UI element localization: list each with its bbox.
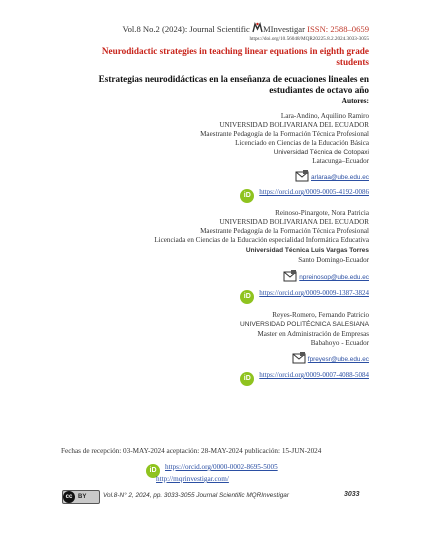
authors-label: Autores: — [341, 96, 369, 105]
author-orcid-link[interactable]: https://orcid.org/0009-0009-1387-3824 — [259, 289, 369, 297]
footer-citation: Vol.8-N° 2, 2024, pp. 3033-3055 Journal Scientific MQRInvestigar — [103, 492, 289, 499]
title-english-line1: Neurodidactic strategies in teaching linear equations in eighth grade — [101, 46, 369, 56]
author-orcid-link[interactable]: https://orcid.org/0009-0005-4192-0086 — [259, 188, 369, 196]
author-orcid-link[interactable]: https://orcid.org/0009-0007-4088-5084 — [259, 371, 369, 379]
author-university: UNIVERSIDAD BOLIVARIANA DEL ECUADOR — [219, 218, 369, 226]
author-institution: Universidad Técnica Luis Vargas Torres — [245, 247, 369, 254]
orcid-icon: iD — [240, 372, 254, 386]
author-orcid[interactable] — [240, 289, 369, 304]
author-name: Reyes-Romero, Fernando Patricio — [272, 311, 369, 319]
journal-orcid-link[interactable]: https://orcid.org/0000-0002-8695-5005 — [165, 463, 278, 471]
orcid-icon: iD — [146, 464, 160, 478]
creative-commons-icon — [62, 490, 100, 504]
author-email-text[interactable]: arlaraa@ube.edu.ec — [310, 174, 369, 181]
doi-link[interactable]: https://doi.org/10.56048/MQR20225.8.2.2024.3033-3055 — [249, 36, 369, 42]
author-email-text[interactable]: fpreyesr@ube.edu.ec — [307, 356, 369, 363]
journal-url-link[interactable]: http://mqrinvestigar.com/ — [156, 475, 229, 483]
author-location: Babahoyo - Ecuador — [310, 339, 369, 347]
author-orcid[interactable] — [240, 371, 369, 386]
title-spanish-line2: estudiantes de octavo año — [269, 85, 369, 95]
journal-logo-icon — [252, 22, 263, 33]
page-number: 3033 — [344, 491, 360, 498]
title-english — [49, 46, 369, 68]
author-email[interactable] — [292, 352, 369, 364]
author-email[interactable] — [283, 270, 369, 282]
author-name: Lara-Andino, Aquilino Ramiro — [280, 112, 369, 120]
author-location: Latacunga–Ecuador — [312, 157, 369, 165]
author-degree: Maestrante Pedagogía de la Formación Técnica Profesional — [200, 130, 369, 138]
orcid-icon: iD — [240, 189, 254, 203]
author-orcid[interactable] — [240, 188, 369, 203]
author-degree: Maestrante Pedagogía de la Formación Técnica Profesional — [200, 227, 369, 235]
author-email-text[interactable]: npreinosop@ube.edu.ec — [299, 274, 369, 281]
author-name: Reinoso-Pinargote, Nora Patricia — [275, 209, 369, 217]
author-degree: Licenciado en Ciencias de la Educación Básica — [235, 139, 369, 147]
author-degree: Licenciada en Ciencias de la Educación especialidad Informática Educativa — [154, 236, 369, 244]
author-location: Santo Domingo-Ecuador — [298, 256, 369, 264]
title-spanish — [69, 74, 369, 96]
journal-header — [123, 22, 369, 34]
author-degree: Master en Administración de Empresas — [257, 330, 369, 338]
title-spanish-line1: Estrategias neurodidácticas en la enseñanza de ecuaciones lineales en — [98, 74, 369, 84]
author-university: UNIVERSIDAD BOLIVARIANA DEL ECUADOR — [219, 121, 369, 129]
journal-issn: ISSN: 2588–0659 — [307, 24, 369, 34]
page-footer — [62, 490, 362, 504]
author-university: UNIVERSIDAD POLITÉCNICA SALESIANA — [240, 321, 369, 328]
orcid-icon: iD — [240, 290, 254, 304]
publication-dates: Fechas de recepción: 03-MAY-2024 aceptación: 28-MAY-2024 publicación: 15-JUN-2024 — [61, 447, 322, 455]
license-label: BY — [78, 494, 87, 500]
journal-volume: Vol.8 No.2 (2024): Journal Scientific — [122, 24, 250, 34]
cc-circle: cc — [63, 491, 75, 503]
title-english-line2: students — [336, 57, 369, 67]
author-institution: Universidad Técnica de Cotopaxi — [273, 149, 369, 156]
email-envelope-icon — [292, 352, 306, 364]
email-envelope-icon — [295, 170, 309, 182]
author-email[interactable] — [295, 170, 369, 182]
email-envelope-icon — [283, 270, 297, 282]
journal-logo-text: MInvestigar — [262, 24, 305, 34]
